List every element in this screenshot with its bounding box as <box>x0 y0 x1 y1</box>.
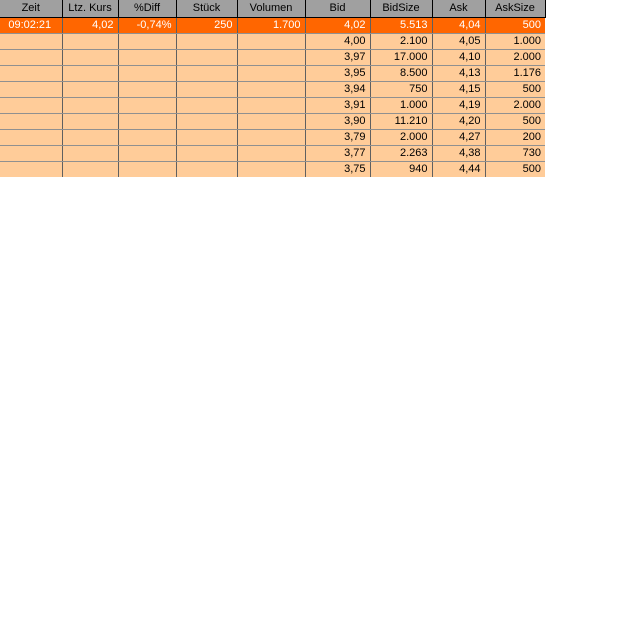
cell-zeit <box>0 82 62 98</box>
cell-st-ck <box>176 50 237 66</box>
cell-asksize: 500 <box>485 18 545 34</box>
cell-ltz-kurs <box>62 82 118 98</box>
cell-ltz-kurs <box>62 66 118 82</box>
cell-bid: 3,91 <box>305 98 370 114</box>
cell-ltz-kurs <box>62 146 118 162</box>
header-cell-volumen: Volumen <box>237 0 305 18</box>
header-row <box>0 0 545 18</box>
cell-volumen <box>237 98 305 114</box>
cell-volumen: 1.700 <box>237 18 305 34</box>
cell-diff <box>118 130 176 146</box>
cell-zeit <box>0 130 62 146</box>
cell-bid: 3,90 <box>305 114 370 130</box>
header-cell-ask: Ask <box>432 0 485 18</box>
cell-ask: 4,44 <box>432 162 485 178</box>
header-cell-st-ck: Stück <box>176 0 237 18</box>
cell-ltz-kurs <box>62 98 118 114</box>
depth-row[interactable] <box>0 34 545 50</box>
cell-diff <box>118 114 176 130</box>
cell-asksize: 500 <box>485 114 545 130</box>
depth-row[interactable] <box>0 130 545 146</box>
cell-diff <box>118 34 176 50</box>
cell-zeit: 09:02:21 <box>0 18 62 34</box>
cell-zeit <box>0 50 62 66</box>
cell-diff <box>118 98 176 114</box>
cell-asksize: 2.000 <box>485 98 545 114</box>
cell-ask: 4,04 <box>432 18 485 34</box>
cell-volumen <box>237 50 305 66</box>
cell-ltz-kurs <box>62 50 118 66</box>
cell-asksize: 500 <box>485 162 545 178</box>
market-depth-table <box>0 0 546 177</box>
cell-st-ck <box>176 34 237 50</box>
header-cell-ltz-kurs: Ltz. Kurs <box>62 0 118 18</box>
cell-bidsize: 5.513 <box>370 18 432 34</box>
cell-asksize: 1.000 <box>485 34 545 50</box>
cell-diff <box>118 82 176 98</box>
cell-bidsize: 8.500 <box>370 66 432 82</box>
cell-volumen <box>237 162 305 178</box>
cell-ask: 4,05 <box>432 34 485 50</box>
depth-row[interactable] <box>0 66 545 82</box>
cell-diff <box>118 146 176 162</box>
cell-st-ck <box>176 66 237 82</box>
depth-row[interactable] <box>0 98 545 114</box>
cell-zeit <box>0 114 62 130</box>
cell-ask: 4,10 <box>432 50 485 66</box>
cell-ltz-kurs <box>62 34 118 50</box>
cell-ask: 4,13 <box>432 66 485 82</box>
depth-row[interactable] <box>0 82 545 98</box>
cell-st-ck <box>176 130 237 146</box>
cell-diff: -0,74% <box>118 18 176 34</box>
header-cell-diff: %Diff <box>118 0 176 18</box>
cell-zeit <box>0 34 62 50</box>
cell-volumen <box>237 114 305 130</box>
cell-bid: 3,77 <box>305 146 370 162</box>
cell-ltz-kurs <box>62 114 118 130</box>
cell-asksize: 730 <box>485 146 545 162</box>
cell-asksize: 500 <box>485 82 545 98</box>
table-body <box>0 18 545 178</box>
cell-st-ck <box>176 162 237 178</box>
cell-bidsize: 17.000 <box>370 50 432 66</box>
cell-ltz-kurs <box>62 162 118 178</box>
cell-ask: 4,20 <box>432 114 485 130</box>
cell-bid: 3,75 <box>305 162 370 178</box>
cell-ask: 4,15 <box>432 82 485 98</box>
cell-ltz-kurs: 4,02 <box>62 18 118 34</box>
cell-bid: 3,97 <box>305 50 370 66</box>
cell-bid: 3,79 <box>305 130 370 146</box>
cell-bidsize: 2.263 <box>370 146 432 162</box>
cell-st-ck <box>176 114 237 130</box>
cell-bidsize: 2.000 <box>370 130 432 146</box>
header-cell-zeit: Zeit <box>0 0 62 18</box>
cell-asksize: 1.176 <box>485 66 545 82</box>
header-cell-bidsize: BidSize <box>370 0 432 18</box>
quote-window <box>0 0 644 177</box>
cell-asksize: 2.000 <box>485 50 545 66</box>
cell-bidsize: 2.100 <box>370 34 432 50</box>
cell-bid: 3,94 <box>305 82 370 98</box>
cell-ask: 4,27 <box>432 130 485 146</box>
cell-volumen <box>237 66 305 82</box>
cell-diff <box>118 50 176 66</box>
depth-row[interactable] <box>0 146 545 162</box>
cell-volumen <box>237 34 305 50</box>
cell-bidsize: 1.000 <box>370 98 432 114</box>
cell-volumen <box>237 146 305 162</box>
cell-ask: 4,38 <box>432 146 485 162</box>
depth-row[interactable] <box>0 50 545 66</box>
depth-row[interactable] <box>0 162 545 178</box>
cell-st-ck <box>176 98 237 114</box>
cell-asksize: 200 <box>485 130 545 146</box>
cell-diff <box>118 162 176 178</box>
cell-zeit <box>0 146 62 162</box>
last-trade-row[interactable] <box>0 18 545 34</box>
cell-ask: 4,19 <box>432 98 485 114</box>
cell-volumen <box>237 82 305 98</box>
cell-ltz-kurs <box>62 130 118 146</box>
cell-st-ck: 250 <box>176 18 237 34</box>
cell-bidsize: 940 <box>370 162 432 178</box>
cell-volumen <box>237 130 305 146</box>
cell-diff <box>118 66 176 82</box>
cell-bid: 4,00 <box>305 34 370 50</box>
cell-st-ck <box>176 82 237 98</box>
cell-bid: 3,95 <box>305 66 370 82</box>
cell-bidsize: 11.210 <box>370 114 432 130</box>
depth-row[interactable] <box>0 114 545 130</box>
cell-zeit <box>0 66 62 82</box>
cell-st-ck <box>176 146 237 162</box>
cell-zeit <box>0 98 62 114</box>
cell-bidsize: 750 <box>370 82 432 98</box>
cell-zeit <box>0 162 62 178</box>
header-cell-asksize: AskSize <box>485 0 545 18</box>
header-cell-bid: Bid <box>305 0 370 18</box>
cell-bid: 4,02 <box>305 18 370 34</box>
